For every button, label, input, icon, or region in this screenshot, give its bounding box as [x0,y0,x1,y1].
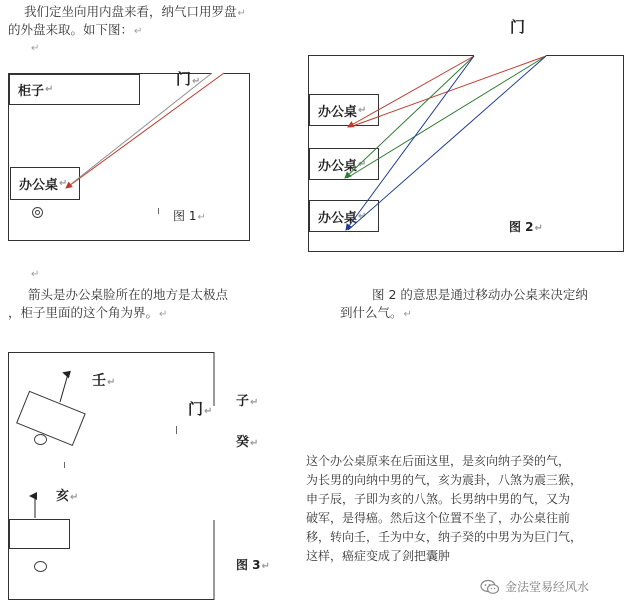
body-line: 为长男的向纳中男的气，亥为震卦，八煞为震三猴， [306,473,583,487]
return-mark-icon: ↵ [237,8,246,19]
cabinet-label: 柜子 [18,84,45,99]
fig2-line-blue-1 [346,56,474,230]
fig1-desk-box: 办公桌 ↵ [10,167,80,200]
fig3-seat-lower [34,561,47,572]
fig1-line-arrow [66,73,212,188]
fig2-desk-2: 办公桌 ↵ [309,148,379,180]
tick-mark [176,426,177,434]
intro-line-1: 我们定坐向用内盘来看，纳气口用罗盘↵ [24,4,246,19]
caption-left-line-2: ，柜子里面的这个角为界。↵ [8,305,168,320]
return-mark-icon: ↵ [134,26,143,37]
fig2-desk-3: 办公桌 ↵ [309,200,379,232]
return-mark-icon: ↵ [31,43,40,54]
fig3-caption: 图 3↵ [236,558,270,572]
fig1-caption: 图 1↵ [173,209,206,223]
fig2-caption: 图 2↵ [509,220,543,234]
body-paragraph [306,452,628,566]
fig3-seat-upper [34,434,47,445]
body-line: 这样，癌症变成了剑把囊肿 [306,549,451,563]
fig3-desk-lower [9,519,70,549]
intro-line-2: 的外盘来取。如下图：↵ [8,22,143,37]
fig3-ren-label: 壬↵ [92,373,116,389]
fig2-line-red-1 [348,56,474,127]
caption-right-line-2: 到什么气。↵ [340,305,412,320]
tick-mark [64,462,65,468]
fig1-desk-label: 办公桌 [19,178,59,193]
wechat-icon [480,579,500,595]
fig2-line-green-1 [345,56,474,178]
fig2-door-label: 门 [510,18,526,36]
cabinet-box: 柜子 ↵ [9,74,140,105]
fig2-desk-1: 办公桌 ↵ [309,94,379,126]
fig1-line-red-1 [69,73,224,186]
body-line: 申子辰，子即为亥的八煞。长男纳中男的气，又为 [306,492,571,506]
watermark [480,578,589,595]
body-line: 这个办公桌原来在后面这里，是亥向纳子癸的气， [306,454,571,468]
body-line: 移，转向壬，壬为中女，纳子癸的中男为为巨门气， [306,530,583,544]
body-line: 破军，是得癌。然后这个位置不坐了，办公桌往前 [306,511,571,525]
watermark-text: 金法堂易经风水 [505,580,590,594]
fig3-gui-label: 癸↵ [236,435,259,450]
fig3-door-label: 门↵ [188,400,213,418]
fig1-door-label: 门↵ [176,70,201,88]
fig3-zi-label: 子↵ [236,394,259,409]
caption-left-line-1: 箭头是办公桌脸所在的地方是太极点 [28,287,229,302]
caption-right-line-1: 图 2 的意思是通过移动办公桌来决定纳 [372,287,588,302]
fig3-hai-label: 亥↵ [56,489,79,504]
